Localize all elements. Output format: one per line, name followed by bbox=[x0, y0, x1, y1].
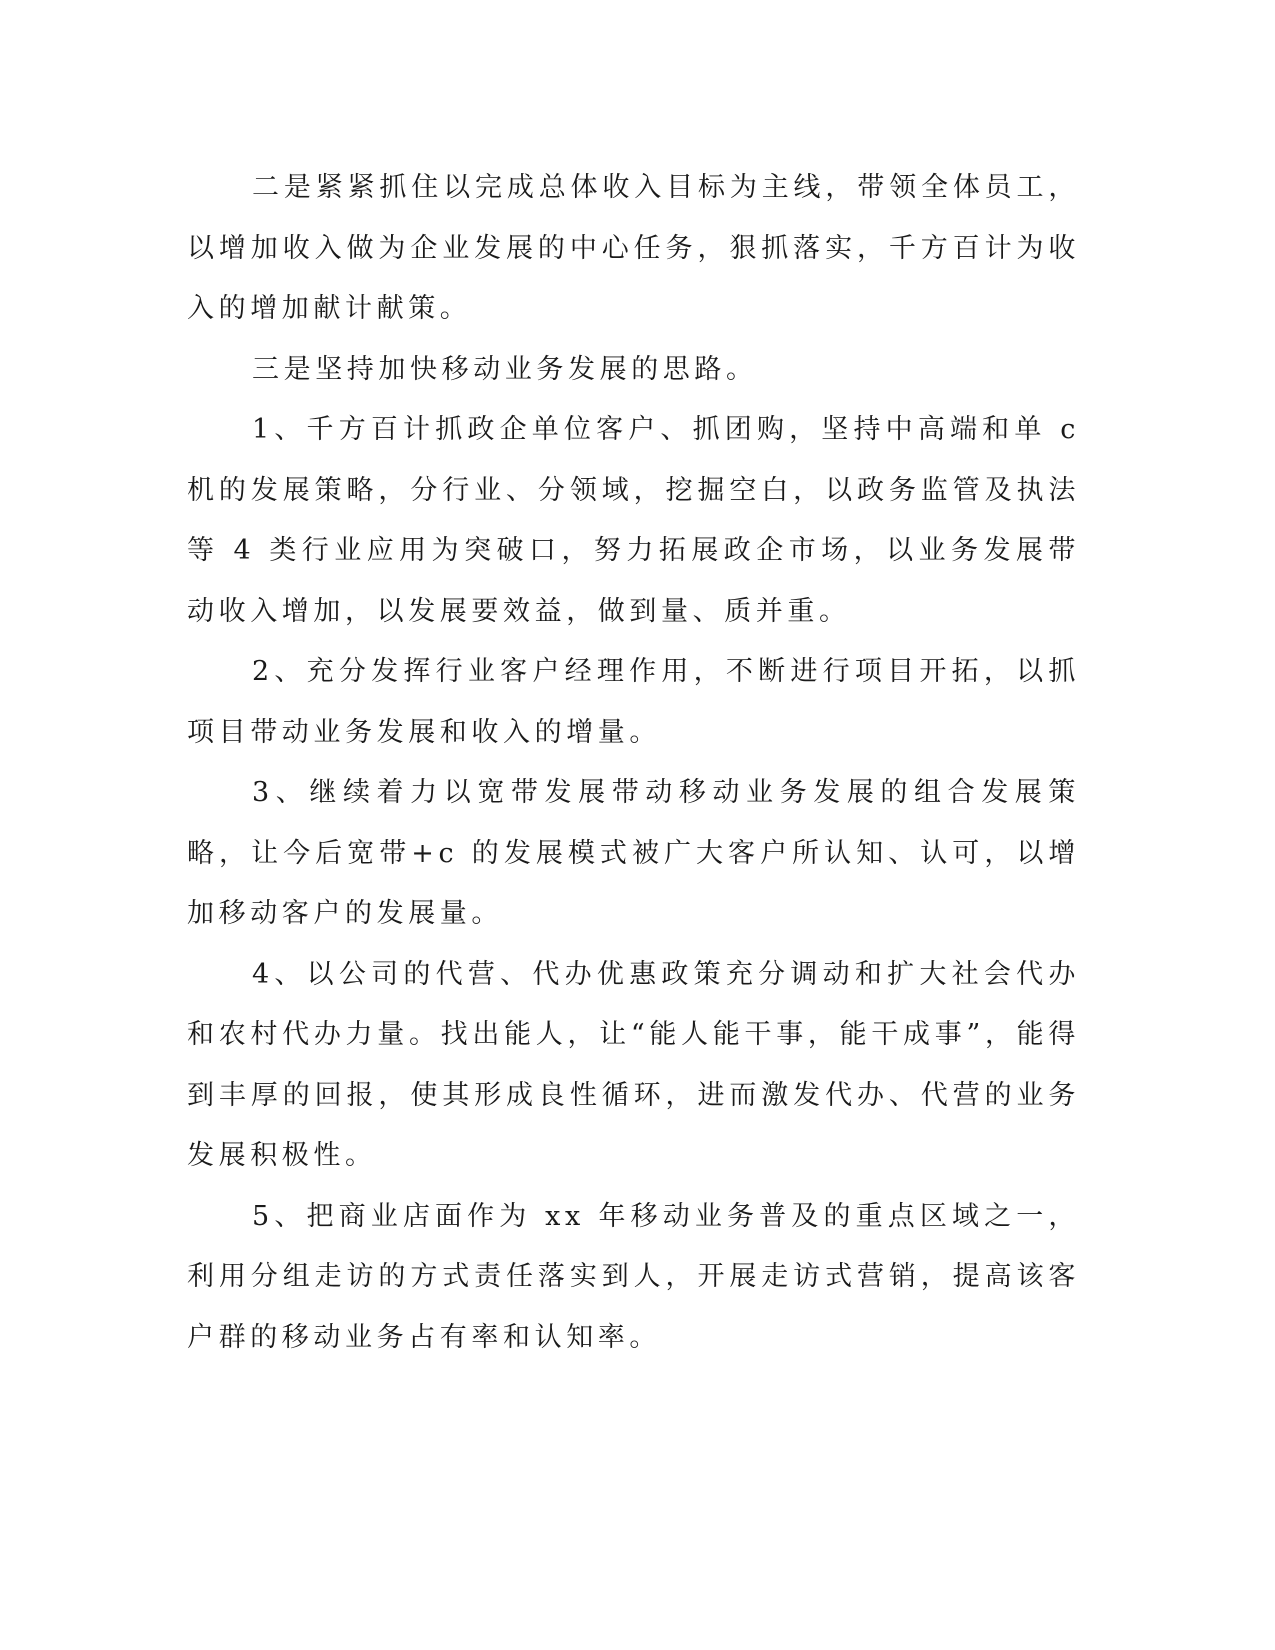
paragraph-item-4: 4、以公司的代营、代办优惠政策充分调动和扩大社会代办和农村代办力量。找出能人，让“能人能干事，能干成事”，能得到丰厚的回报，使其形成良性循环，进而激发代办、代营的业务发展积极性。 bbox=[187, 958, 1080, 1171]
paragraph-item-3: 3、继续着力以宽带发展带动移动业务发展的组合发展策略，让今后宽带+c 的发展模式被广大客户所认知、认可，以增加移动客户的发展量。 bbox=[187, 777, 1080, 929]
paragraph-mobile-strategy-heading: 三是坚持加快移动业务发展的思路。 bbox=[252, 353, 758, 385]
paragraph-item-2: 2、充分发挥行业客户经理作用，不断进行项目开拓，以抓项目带动业务发展和收入的增量。 bbox=[187, 656, 1080, 748]
paragraph-item-5: 5、把商业店面作为 xx 年移动业务普及的重点区域之一，利用分组走访的方式责任落实到人，开展走访式营销，提高该客户群的移动业务占有率和认知率。 bbox=[187, 1200, 1080, 1353]
document-body bbox=[187, 158, 1080, 1368]
paragraph-revenue-goal: 二是紧紧抓住以完成总体收入目标为主线，带领全体员工，以增加收入做为企业发展的中心任务，狠抓落实，千方百计为收入的增加献计献策。 bbox=[187, 172, 1080, 324]
paragraph-item-1: 1、千方百计抓政企单位客户、抓团购，坚持中高端和单 c 机的发展策略，分行业、分领域，挖掘空白，以政务监管及执法等 4 类行业应用为突破口，努力拓展政企市场，以业务发展带动收入增加，以发展要效益，做到量、质并重。 bbox=[187, 414, 1080, 627]
